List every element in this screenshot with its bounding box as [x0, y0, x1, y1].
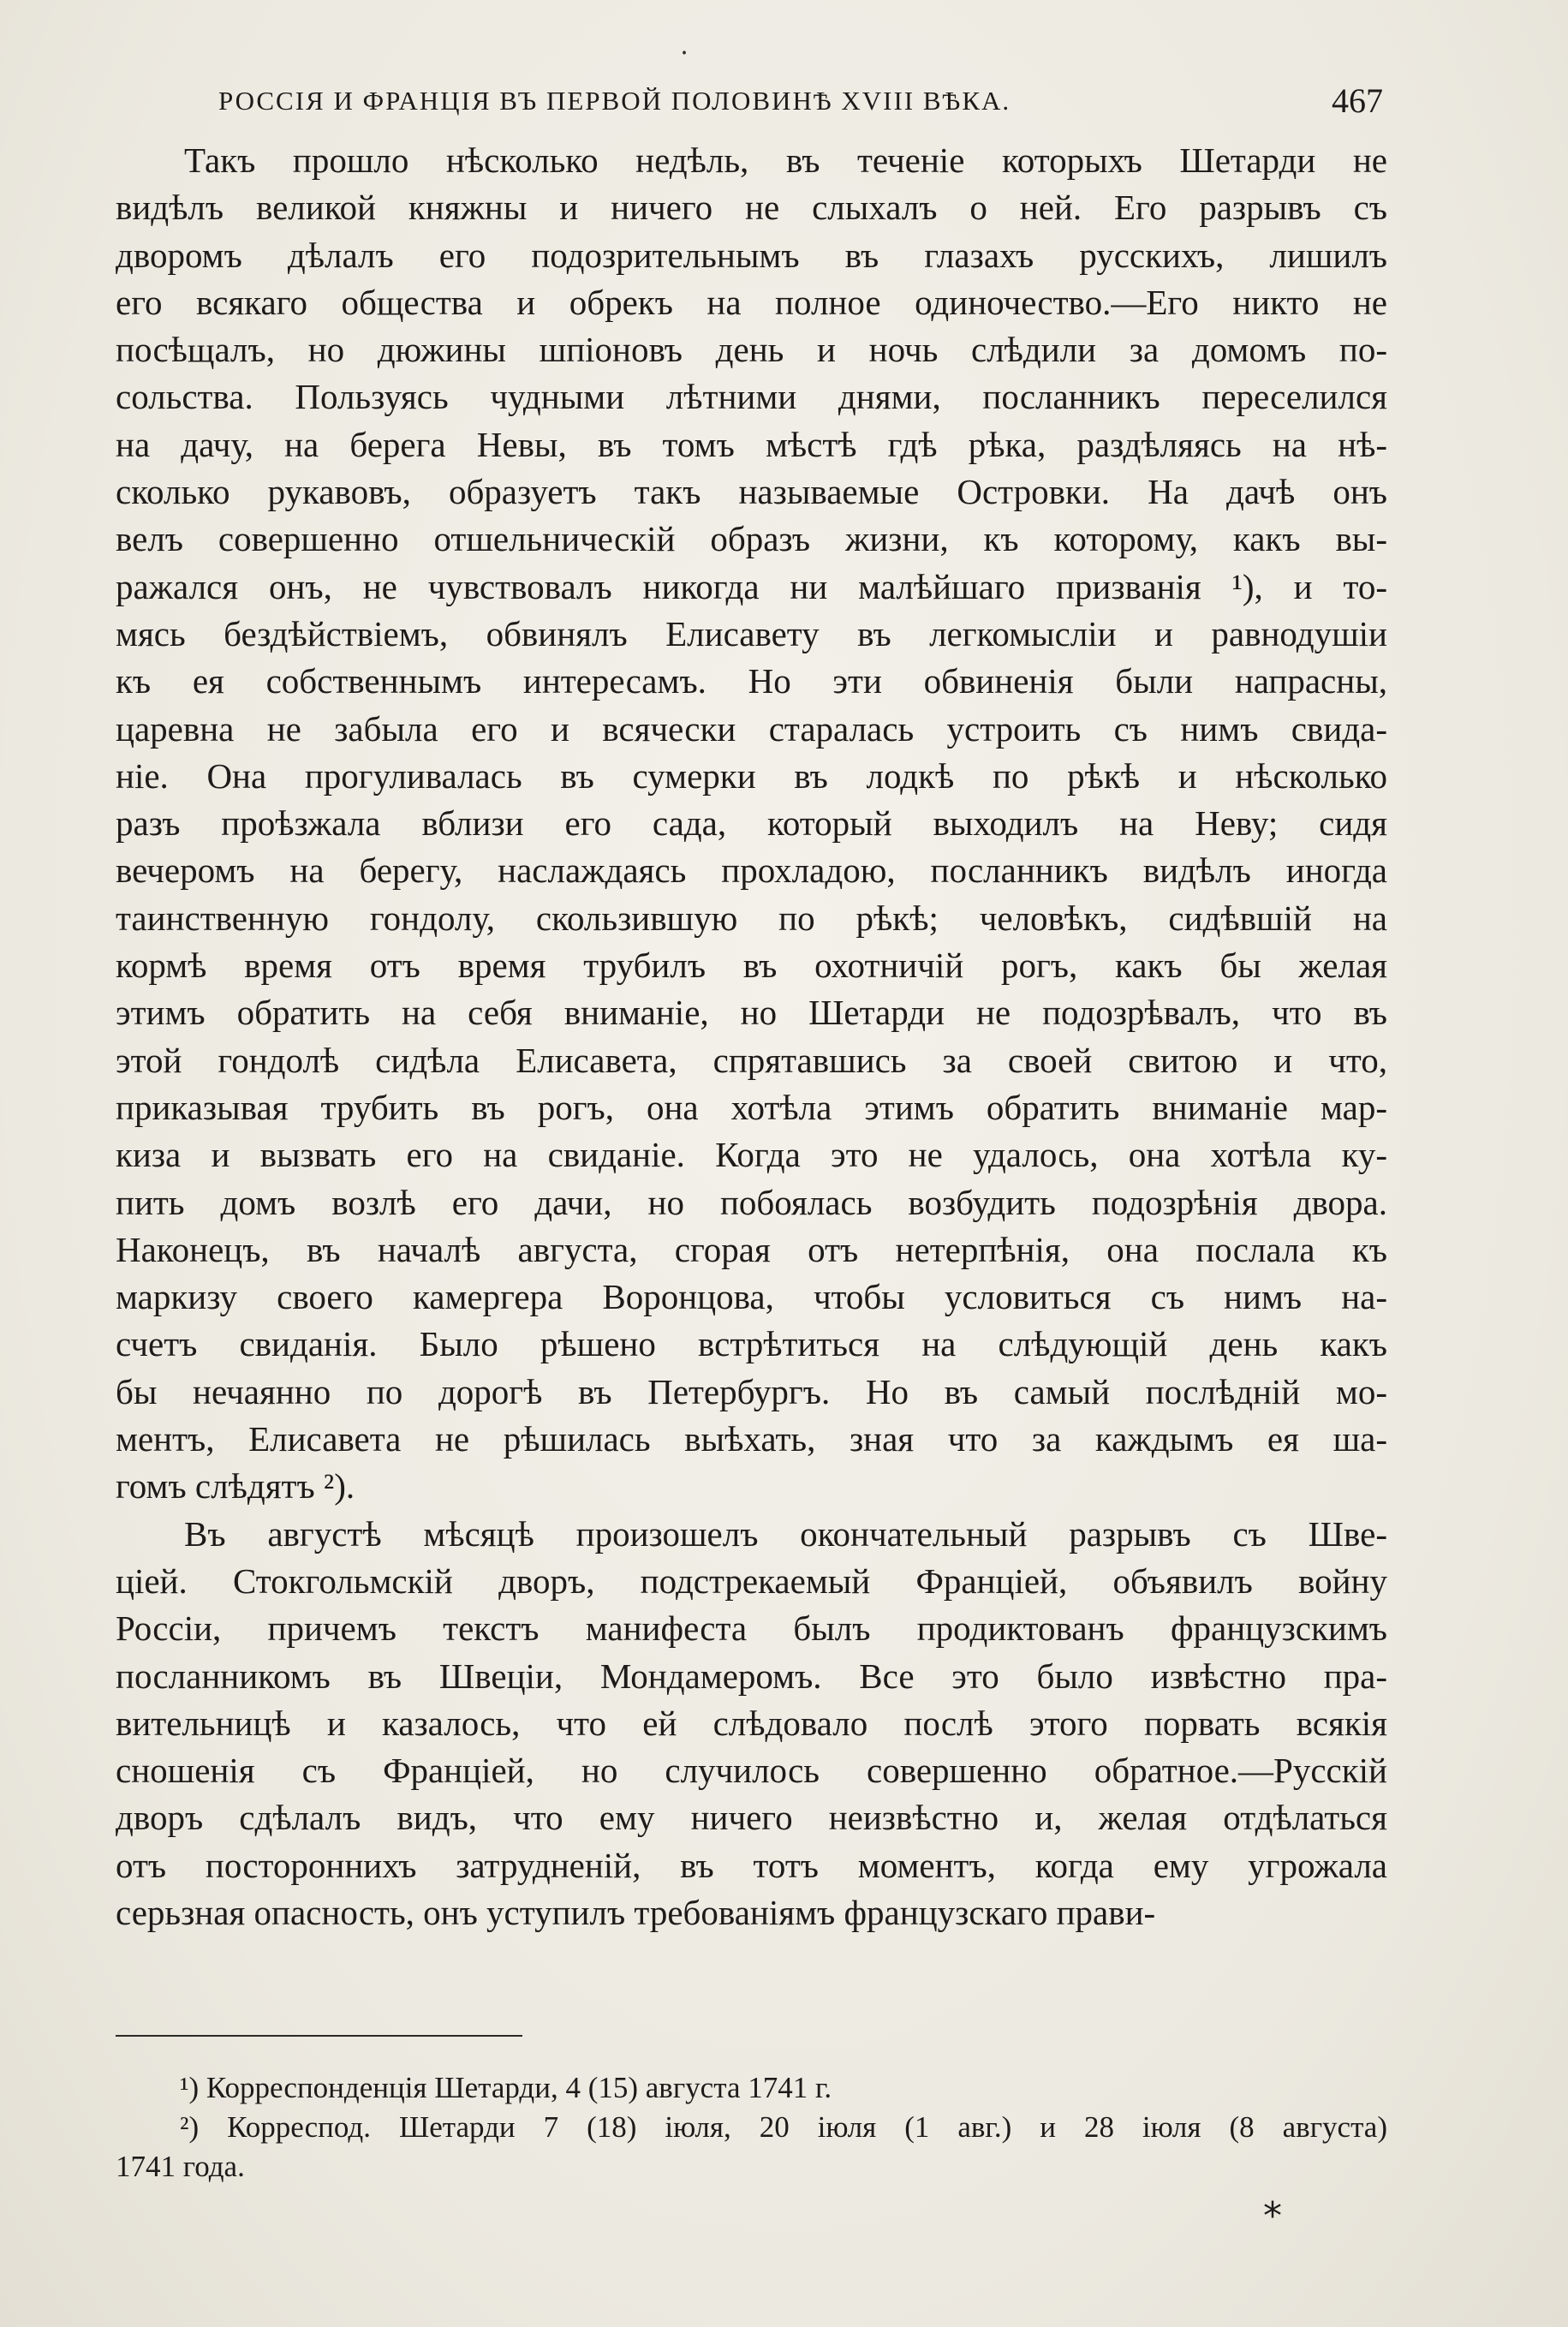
page-header — [218, 81, 1383, 128]
footnote-line: 1741 года. — [116, 2150, 245, 2183]
paragraph — [116, 1511, 1387, 1937]
text-line: Въ августѣ мѣсяцѣ произошелъ окончательный разрывъ съ Шве- — [184, 1513, 1387, 1554]
body-text — [116, 137, 1387, 1936]
text-line: вительницѣ и казалось, что ей слѣдовало послѣ этого порвать всякія — [116, 1703, 1387, 1743]
text-line: его всякаго общества и обрекъ на полное одиночество.—Его никто не — [116, 282, 1387, 322]
text-line: сношенія съ Франціей, но случилось совершенно обратное.—Русскій — [116, 1751, 1387, 1791]
text-line: видѣлъ великой княжны и ничего не слыхалъ о ней. Его разрывъ съ — [116, 188, 1387, 228]
text-line: ментъ, Елисавета не рѣшилась выѣхать, зная что за каждымъ ея ша- — [116, 1419, 1387, 1459]
text-line: отъ постороннихъ затрудненій, въ тотъ моментъ, когда ему угрожала — [116, 1845, 1387, 1885]
text-line: сколько рукавовъ, образуетъ такъ называемые Островки. На дачѣ онъ — [116, 472, 1387, 512]
text-line: дворъ сдѣлалъ видъ, что ему ничего неизвѣстно и, желая отдѣлаться — [116, 1798, 1387, 1838]
text-line: ніе. Она прогуливалась въ сумерки въ лодкѣ по рѣкѣ и нѣсколько — [116, 755, 1387, 796]
text-line: дворомъ дѣлалъ его подозрительнымъ въ глазахъ русскихъ, лишилъ — [116, 235, 1387, 275]
text-line: къ ея собственнымъ интересамъ. Но эти обвиненія были напрасны, — [116, 661, 1387, 701]
text-line: этой гондолѣ сидѣла Елисавета, спрятавшись за своей свитою и что, — [116, 1040, 1387, 1080]
text-line: мясь бездѣйствіемъ, обвинялъ Елисавету въ легкомысліи и равнодушіи — [116, 613, 1387, 653]
text-line: сольства. Пользуясь чудными лѣтними днями, посланникъ переселился — [116, 377, 1387, 417]
text-line: Наконецъ, въ началѣ августа, сгорая отъ нетерпѣнія, она послала къ — [116, 1229, 1387, 1269]
text-line: ражался онъ, не чувствовалъ никогда ни малѣйшаго призванія ¹), и то- — [116, 566, 1387, 606]
text-line: серьзная опасность, онъ уступилъ требованіямъ французскаго прави- — [116, 1892, 1156, 1932]
text-line: разъ проѣзжала вблизи его сада, который выходилъ на Неву; сидя — [116, 803, 1387, 844]
text-line: приказывая трубить въ рогъ, она хотѣла этимъ обратить вниманіе мар- — [116, 1087, 1387, 1127]
text-line: ціей. Стокгольмскій дворъ, подстрекаемый Франціей, объявилъ войну — [116, 1560, 1387, 1601]
text-line: на дачу, на берега Невы, въ томъ мѣстѣ гдѣ рѣка, раздѣляясь на нѣ- — [116, 424, 1387, 464]
page-blemish: ⸱ — [681, 39, 689, 69]
ornament-asterisk: * — [1263, 2194, 1282, 2238]
text-line: таинственную гондолу, скользившую по рѣкѣ; человѣкъ, сидѣвшій на — [116, 898, 1387, 938]
running-head: РОССІЯ И ФРАНЦІЯ ВЪ ПЕРВОЙ ПОЛОВИНѢ XVIII ВѢКА. — [218, 86, 1011, 116]
text-line: этимъ обратить на себя вниманіе, но Шетарди не подозрѣвалъ, что въ — [116, 993, 1387, 1033]
page-number: 467 — [1332, 81, 1383, 120]
footnote-line: ¹) Корреспонденція Шетарди, 4 (15) августа 1741 г. — [180, 2071, 832, 2104]
footnote-line: ²) Корреспод. Шетарди 7 (18) іюля, 20 іюля (1 авг.) и 28 іюля (8 августа) — [180, 2110, 1387, 2144]
paragraph — [116, 137, 1387, 1511]
text-line: Россіи, причемъ текстъ манифеста былъ продиктованъ французскимъ — [116, 1608, 1387, 1649]
text-line: Такъ прошло нѣсколько недѣль, въ теченіе которыхъ Шетарди не — [184, 140, 1387, 180]
text-line: маркизу своего камергера Воронцова, чтобы условиться съ нимъ на- — [116, 1277, 1387, 1317]
text-line: посѣщалъ, но дюжины шпіоновъ день и ночь слѣдили за домомъ по- — [116, 330, 1387, 370]
text-line: велъ совершенно отшельническій образъ жизни, къ которому, какъ вы- — [116, 519, 1387, 559]
text-line: посланникомъ въ Швеціи, Мондамеромъ. Все это было извѣстно пра- — [116, 1656, 1387, 1696]
text-line: вечеромъ на берегу, наслаждаясь прохладою, посланникъ видѣлъ иногда — [116, 850, 1387, 891]
text-line: гомъ слѣдятъ ²). — [116, 1466, 355, 1507]
text-line: царевна не забыла его и всячески старалась устроить съ нимъ свида- — [116, 708, 1387, 749]
footnotes — [116, 2068, 1387, 2187]
footnote-separator — [116, 2035, 522, 2037]
text-line: кормѣ время отъ время трубилъ въ охотничій рогъ, какъ бы желая — [116, 946, 1387, 986]
text-line: киза и вызвать его на свиданіе. Когда это не удалось, она хотѣла ку- — [116, 1135, 1387, 1175]
text-line: счетъ свиданія. Было рѣшено встрѣтиться на слѣдующій день какъ — [116, 1324, 1387, 1364]
text-line: пить домъ возлѣ его дачи, но побоялась возбудить подозрѣнія двора. — [116, 1182, 1387, 1222]
text-line: бы нечаянно по дорогѣ въ Петербургъ. Но въ самый послѣдній мо- — [116, 1371, 1387, 1411]
